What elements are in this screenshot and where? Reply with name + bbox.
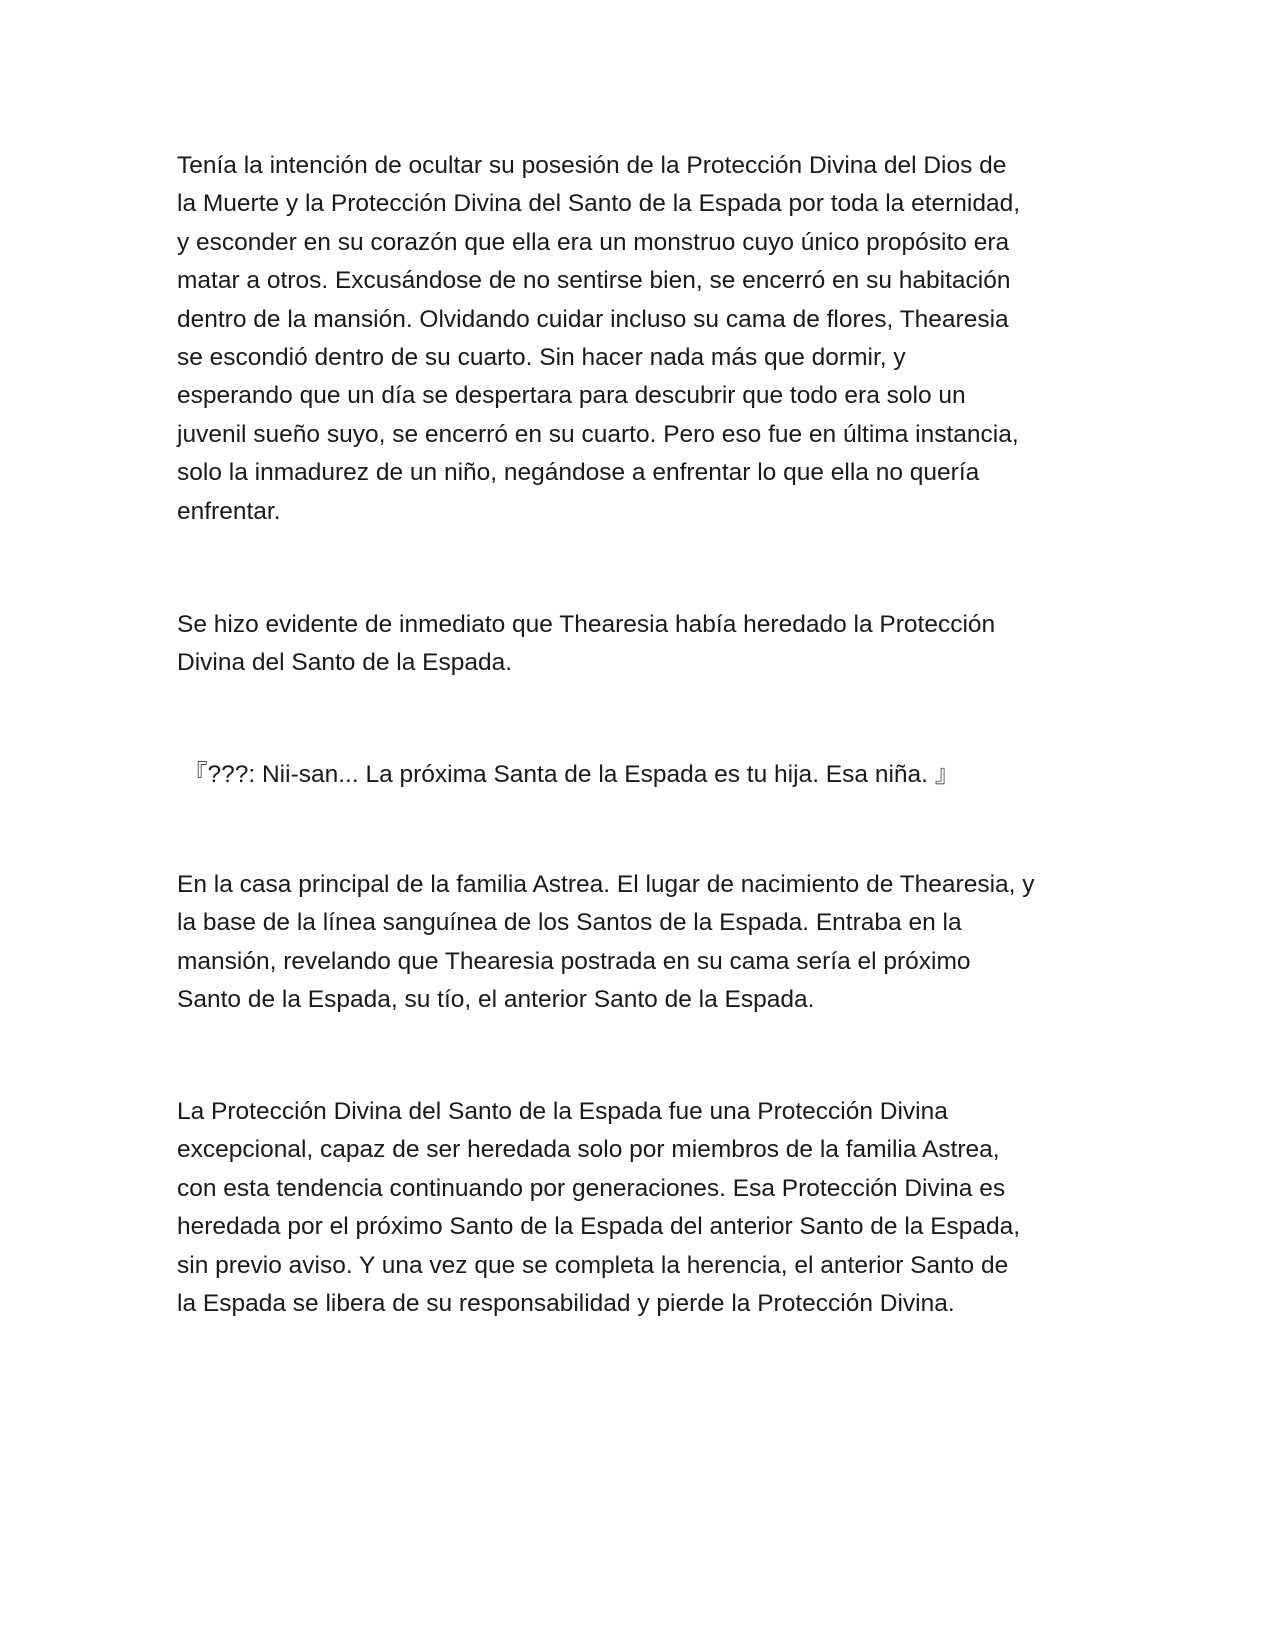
text-line: sin previo aviso. Y una vez que se completa la herencia, el anterior Santo de: [177, 1251, 1009, 1279]
paragraph-4: [177, 866, 1117, 1020]
text-line: dentro de la mansión. Olvidando cuidar incluso su cama de flores, Thearesia: [177, 305, 1009, 333]
text-line: Santo de la Espada, su tío, el anterior Santo de la Espada.: [177, 986, 815, 1014]
text-line: con esta tendencia continuando por generaciones. Esa Protección Divina es: [177, 1174, 1006, 1202]
text-line: la Muerte y la Protección Divina del Santo de la Espada por toda la eternidad,: [177, 190, 1021, 218]
text-line: heredada por el próximo Santo de la Espada del anterior Santo de la Espada,: [177, 1213, 1021, 1241]
text-line: y esconder en su corazón que ella era un monstruo cuyo único propósito era: [177, 228, 1010, 256]
text-line: esperando que un día se despertara para descubrir que todo era solo un: [177, 382, 966, 410]
text-line: enfrentar.: [177, 497, 281, 525]
paragraph-5: [177, 1093, 1117, 1323]
text-line: juvenil sueño suyo, se encerró en su cuarto. Pero eso fue en última instancia,: [177, 420, 1019, 448]
text-line: se escondió dentro de su cuarto. Sin hacer nada más que dormir, y: [177, 344, 906, 372]
paragraph-2: [177, 606, 1117, 683]
text-line: la base de la línea sanguínea de los Santos de la Espada. Entraba en la: [177, 909, 962, 937]
text-line: 『???: Nii-san... La próxima Santa de la Espada es tu hija. Esa niña. 』: [183, 761, 960, 788]
text-line: En la casa principal de la familia Astrea. El lugar de nacimiento de Thearesia, y: [177, 871, 1035, 898]
paragraph-1: [177, 147, 1117, 531]
text-line: matar a otros. Excusándose de no sentirse bien, se encerró en su habitación: [177, 267, 1011, 295]
text-line: solo la inmadurez de un niño, negándose a enfrentar lo que ella no quería: [177, 459, 980, 487]
text-line: Tenía la intención de ocultar su posesión de la Protección Divina del Dios de: [177, 152, 1007, 179]
text-line: Se hizo evidente de inmediato que Thearesia había heredado la Protección: [177, 611, 996, 638]
text-line: excepcional, capaz de ser heredada solo por miembros de la familia Astrea,: [177, 1136, 1000, 1164]
text-line: mansión, revelando que Thearesia postrada en su cama sería el próximo: [177, 947, 971, 975]
text-line: La Protección Divina del Santo de la Espada fue una Protección Divina: [177, 1098, 948, 1125]
text-line: la Espada se libera de su responsabilidad y pierde la Protección Divina.: [177, 1290, 955, 1318]
text-line: Divina del Santo de la Espada.: [177, 649, 513, 677]
dialogue-line: [183, 756, 1123, 794]
